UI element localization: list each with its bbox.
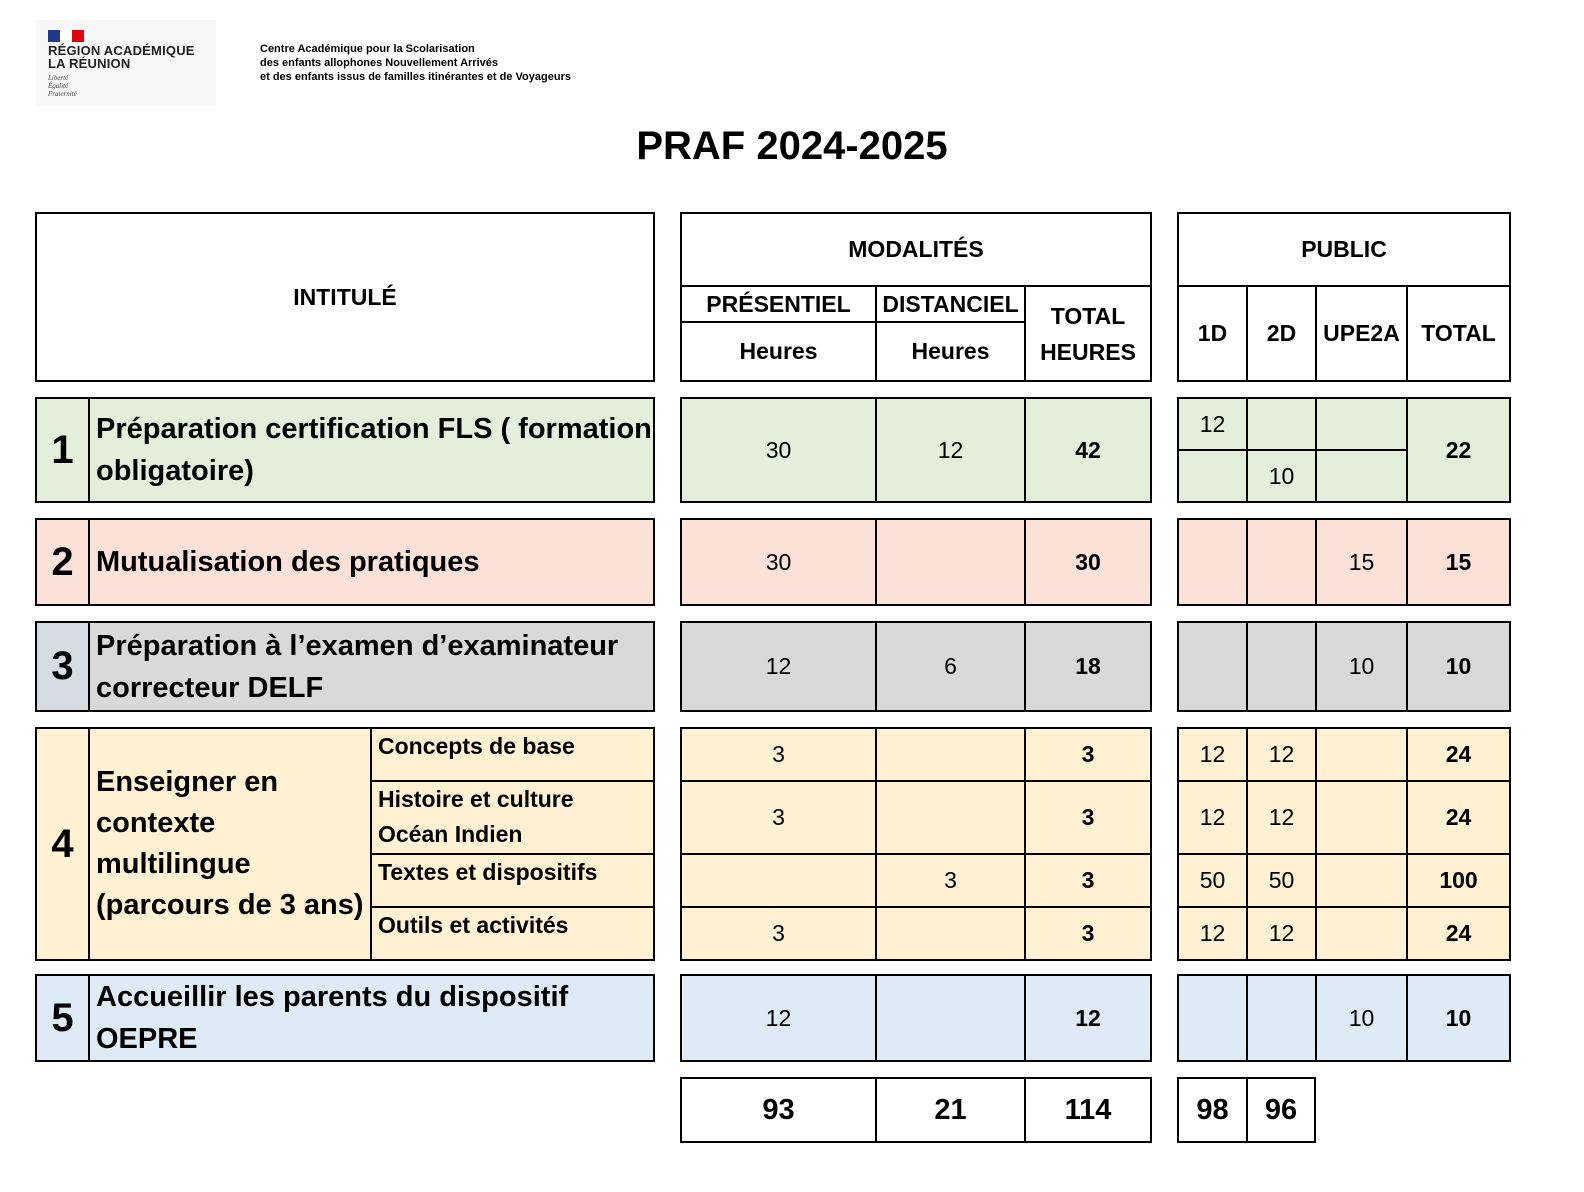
row-4a-distanciel	[876, 728, 1025, 781]
public-2d-header: 2D	[1247, 286, 1316, 381]
row-3-label-line-1: Préparation à l’examen d’examinateur	[96, 629, 619, 662]
row-3-index: 3	[36, 622, 89, 711]
row-4b-label-line-2: Océan Indien	[378, 821, 523, 847]
public-header-table	[1177, 212, 1511, 382]
intitule-header: INTITULÉ	[36, 213, 654, 381]
row-4c-2d: 50	[1247, 854, 1316, 907]
row-4a-public-total: 24	[1407, 728, 1510, 781]
row-5-1d	[1178, 975, 1247, 1061]
motto-liberte: Liberté	[48, 74, 69, 82]
row-3-presentiel: 12	[681, 622, 876, 711]
intitule-row-4	[35, 727, 655, 961]
page-title: PRAF 2024-2025	[636, 124, 948, 168]
public-totals	[1177, 1077, 1316, 1143]
row-5-index: 5	[36, 975, 89, 1061]
public-row-1	[1177, 397, 1511, 503]
row-3-label	[89, 622, 654, 711]
row-3-public-total: 10	[1407, 622, 1510, 711]
row-4-label-line-2: contexte	[96, 807, 216, 839]
row-4b-1d: 12	[1178, 781, 1247, 854]
row-5-presentiel: 12	[681, 975, 876, 1061]
row-1-public-total: 22	[1407, 398, 1510, 502]
row-4a-2d: 12	[1247, 728, 1316, 781]
row-4c-label: Textes et dispositifs	[371, 854, 654, 907]
modalites-row-1	[680, 397, 1152, 503]
row-4-label-line-4: (parcours de 3 ans)	[96, 889, 364, 921]
row-1-distanciel: 12	[876, 398, 1025, 502]
row-1-presentiel: 30	[681, 398, 876, 502]
row-4b-upe2a	[1316, 781, 1407, 854]
row-3-2d	[1247, 622, 1316, 711]
row-1-total-heures: 42	[1025, 398, 1151, 502]
region-logo	[36, 20, 216, 106]
row-2-label: Mutualisation des pratiques	[89, 519, 654, 605]
flag-blue-icon	[48, 30, 60, 42]
total-heures-header	[1025, 286, 1151, 381]
intitule-row-1	[35, 397, 655, 503]
modalites-row-2	[680, 518, 1152, 606]
centre-line-1: Centre Académique pour la Scolarisation	[260, 43, 475, 55]
public-1d-header: 1D	[1178, 286, 1247, 381]
row-4b-presentiel: 3	[681, 781, 876, 854]
public-upe2a-header: UPE2A	[1316, 286, 1407, 381]
row-2-2d	[1247, 519, 1316, 605]
presentiel-header: PRÉSENTIEL	[681, 286, 876, 322]
distanciel-header: DISTANCIEL	[876, 286, 1025, 322]
modalites-row-4	[680, 727, 1152, 961]
logo-line-2: LA RÉUNION	[48, 56, 131, 71]
sum-presentiel: 93	[681, 1078, 876, 1142]
row-5-distanciel	[876, 975, 1025, 1061]
intitule-row-2	[35, 518, 655, 606]
motto-fraternite: Fraternité	[48, 90, 77, 98]
row-4b-label-line-1: Histoire et culture	[378, 786, 574, 812]
row-2-index: 2	[36, 519, 89, 605]
row-1-1d: 12	[1178, 398, 1247, 450]
row-1-label	[89, 398, 654, 502]
intitule-header-table	[35, 212, 655, 382]
row-4d-label: Outils et activités	[371, 907, 654, 960]
row-1-2d: 10	[1247, 450, 1316, 502]
centre-line-2: des enfants allophones Nouvellement Arrivés	[260, 57, 498, 69]
public-row-3	[1177, 621, 1511, 712]
row-4d-public-total: 24	[1407, 907, 1510, 960]
sum-distanciel: 21	[876, 1078, 1025, 1142]
row-4d-total-heures: 3	[1025, 907, 1151, 960]
row-4c-total-heures: 3	[1025, 854, 1151, 907]
intitule-row-5	[35, 974, 655, 1062]
row-4d-upe2a	[1316, 907, 1407, 960]
row-4a-upe2a	[1316, 728, 1407, 781]
row-4-index: 4	[36, 728, 89, 960]
sum-total-heures: 114	[1025, 1078, 1151, 1142]
row-4a-1d: 12	[1178, 728, 1247, 781]
modalites-header: MODALITÉS	[681, 213, 1151, 286]
row-1-1d-bottom	[1178, 450, 1247, 502]
row-4c-distanciel: 3	[876, 854, 1025, 907]
row-2-1d	[1178, 519, 1247, 605]
row-3-label-line-2: correcteur DELF	[96, 671, 324, 704]
row-3-upe2a: 10	[1316, 622, 1407, 711]
row-2-upe2a: 15	[1316, 519, 1407, 605]
row-1-upe2a-top	[1316, 398, 1407, 450]
row-4a-total-heures: 3	[1025, 728, 1151, 781]
row-4a-presentiel: 3	[681, 728, 876, 781]
public-row-5	[1177, 974, 1511, 1062]
row-4c-upe2a	[1316, 854, 1407, 907]
sum-2d: 96	[1247, 1078, 1315, 1142]
logo-motto	[48, 74, 77, 98]
row-4b-2d: 12	[1247, 781, 1316, 854]
logo-line-1: RÉGION ACADÉMIQUE	[48, 43, 195, 58]
row-2-total-heures: 30	[1025, 519, 1151, 605]
row-2-public-total: 15	[1407, 519, 1510, 605]
total-heures-line-2: HEURES	[1040, 338, 1136, 365]
row-4d-2d: 12	[1247, 907, 1316, 960]
modalites-row-5	[680, 974, 1152, 1062]
modalites-header-table	[680, 212, 1152, 382]
row-4-label-line-1: Enseigner en	[96, 766, 279, 798]
row-4b-label	[371, 781, 654, 854]
sum-1d: 98	[1178, 1078, 1247, 1142]
row-4a-label: Concepts de base	[371, 728, 654, 781]
flag-white-icon	[60, 30, 72, 42]
flag-red-icon	[72, 30, 84, 42]
public-header: PUBLIC	[1178, 213, 1510, 286]
row-4b-total-heures: 3	[1025, 781, 1151, 854]
row-3-distanciel: 6	[876, 622, 1025, 711]
public-row-2	[1177, 518, 1511, 606]
row-1-upe2a	[1316, 450, 1407, 502]
intitule-row-3	[35, 621, 655, 712]
row-4b-public-total: 24	[1407, 781, 1510, 854]
row-3-total-heures: 18	[1025, 622, 1151, 711]
row-4-label-line-3: multilingue	[96, 848, 251, 880]
row-4c-1d: 50	[1178, 854, 1247, 907]
row-1-index: 1	[36, 398, 89, 502]
row-5-public-total: 10	[1407, 975, 1510, 1061]
row-4-label	[89, 728, 371, 960]
distanciel-heures-header: Heures	[876, 322, 1025, 381]
row-3-1d	[1178, 622, 1247, 711]
motto-egalite: Égalité	[48, 82, 69, 90]
row-2-distanciel	[876, 519, 1025, 605]
row-4d-distanciel	[876, 907, 1025, 960]
centre-line-3: et des enfants issus de familles itinérantes et de Voyageurs	[260, 71, 571, 83]
total-heures-line-1: TOTAL	[1050, 302, 1126, 329]
row-4c-public-total: 100	[1407, 854, 1510, 907]
modalites-row-3	[680, 621, 1152, 712]
row-5-2d	[1247, 975, 1316, 1061]
centre-name	[260, 42, 571, 84]
presentiel-heures-header: Heures	[681, 322, 876, 381]
row-5-total-heures: 12	[1025, 975, 1151, 1061]
row-5-label: Accueillir les parents du dispositif OEPRE	[89, 975, 654, 1061]
row-1-label-line-1: Préparation certification FLS ( formation	[96, 413, 652, 445]
row-4c-presentiel	[681, 854, 876, 907]
row-4b-distanciel	[876, 781, 1025, 854]
row-1-label-line-2: obligatoire)	[96, 455, 254, 487]
row-4d-presentiel: 3	[681, 907, 876, 960]
row-2-presentiel: 30	[681, 519, 876, 605]
public-total-header: TOTAL	[1407, 286, 1510, 381]
modalites-totals	[680, 1077, 1152, 1143]
row-4d-1d: 12	[1178, 907, 1247, 960]
row-5-upe2a: 10	[1316, 975, 1407, 1061]
public-row-4	[1177, 727, 1511, 961]
row-1-2d-top	[1247, 398, 1316, 450]
